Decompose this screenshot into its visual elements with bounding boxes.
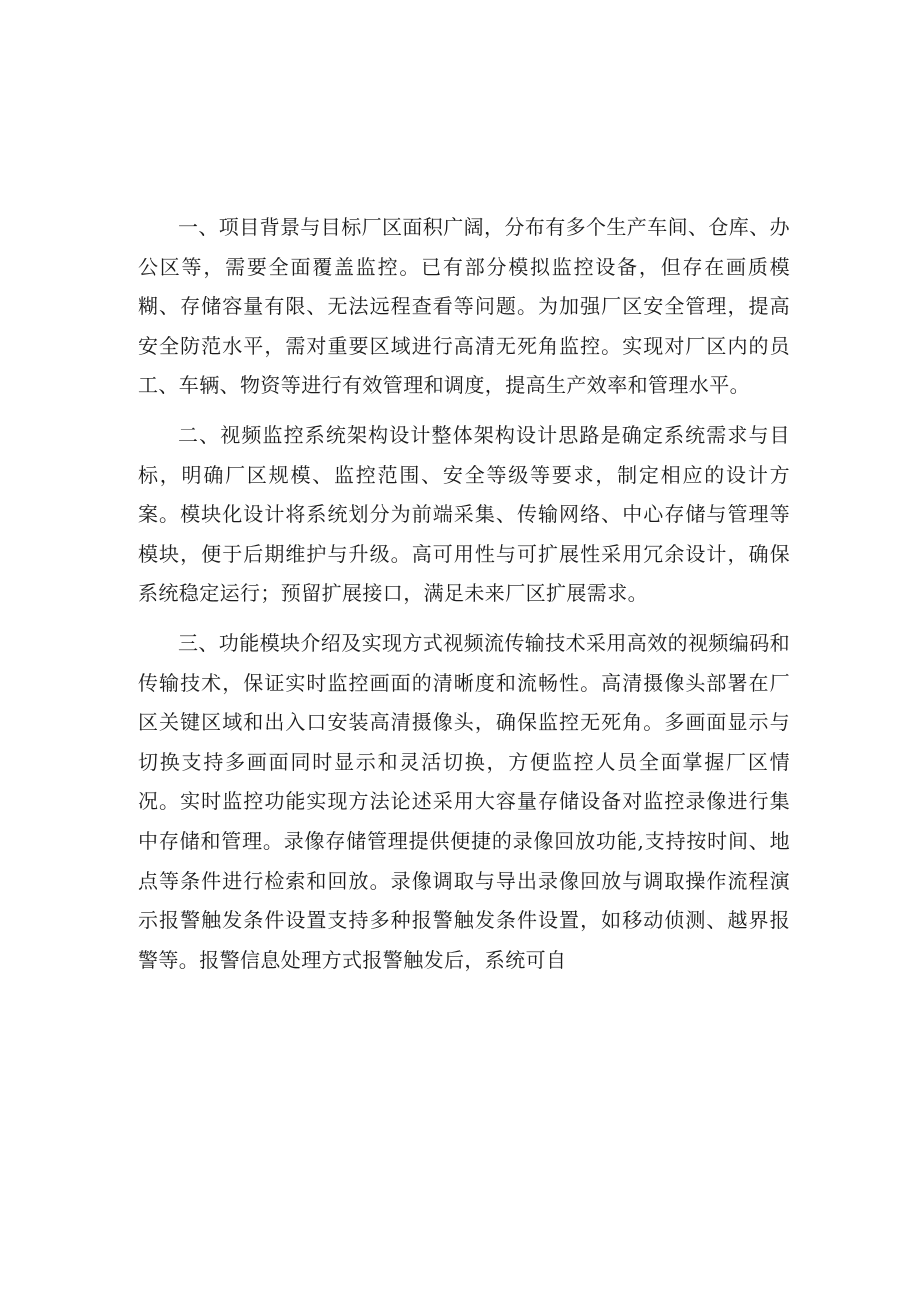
paragraph-2: 二、视频监控系统架构设计整体架构设计思路是确定系统需求与目标，明确厂区规模、监控范围、安全等级等要求，制定相应的设计方案。模块化设计将系统划分为前端采集、传输网络、中心存储与管理等模块，便于后期维护与升级。高可用性与可扩展性采用冗余设计，确保系统稳定运行；预留扩展接口，满足未来厂区扩展需求。 [138, 422, 790, 606]
document-body [138, 208, 790, 990]
paragraph-1: 一、项目背景与目标厂区面积广阔，分布有多个生产车间、仓库、办公区等，需要全面覆盖监控。已有部分模拟监控设备，但存在画质模糊、存储容量有限、无法远程查看等问题。为加强厂区安全管理，提高安全防范水平，需对重要区域进行高清无死角监控。实现对厂区内的员工、车辆、物资等进行有效管理和调度，提高生产效率和管理水平。 [138, 215, 790, 398]
paragraph-3: 三、功能模块介绍及实现方式视频流传输技术采用高效的视频编码和传输技术，保证实时监控画面的清晰度和流畅性。高清摄像头部署在厂区关键区域和出入口安装高清摄像头，确保监控无死角。多画面显示与切换支持多画面同时显示和灵活切换，方便监控人员全面掌握厂区情况。实时监控功能实现方法论述采用大容量存储设备对监控录像进行集中存储和管理。录像存储管理提供便捷的录像回放功能,支持按时间、地点等条件进行检索和回放。录像调取与导出录像回放与调取操作流程演示报警触发条件设置支持多种报警触发条件设置，如移动侦测、越界报警等。报警信息处理方式报警触发后，系统可自 [138, 630, 790, 972]
